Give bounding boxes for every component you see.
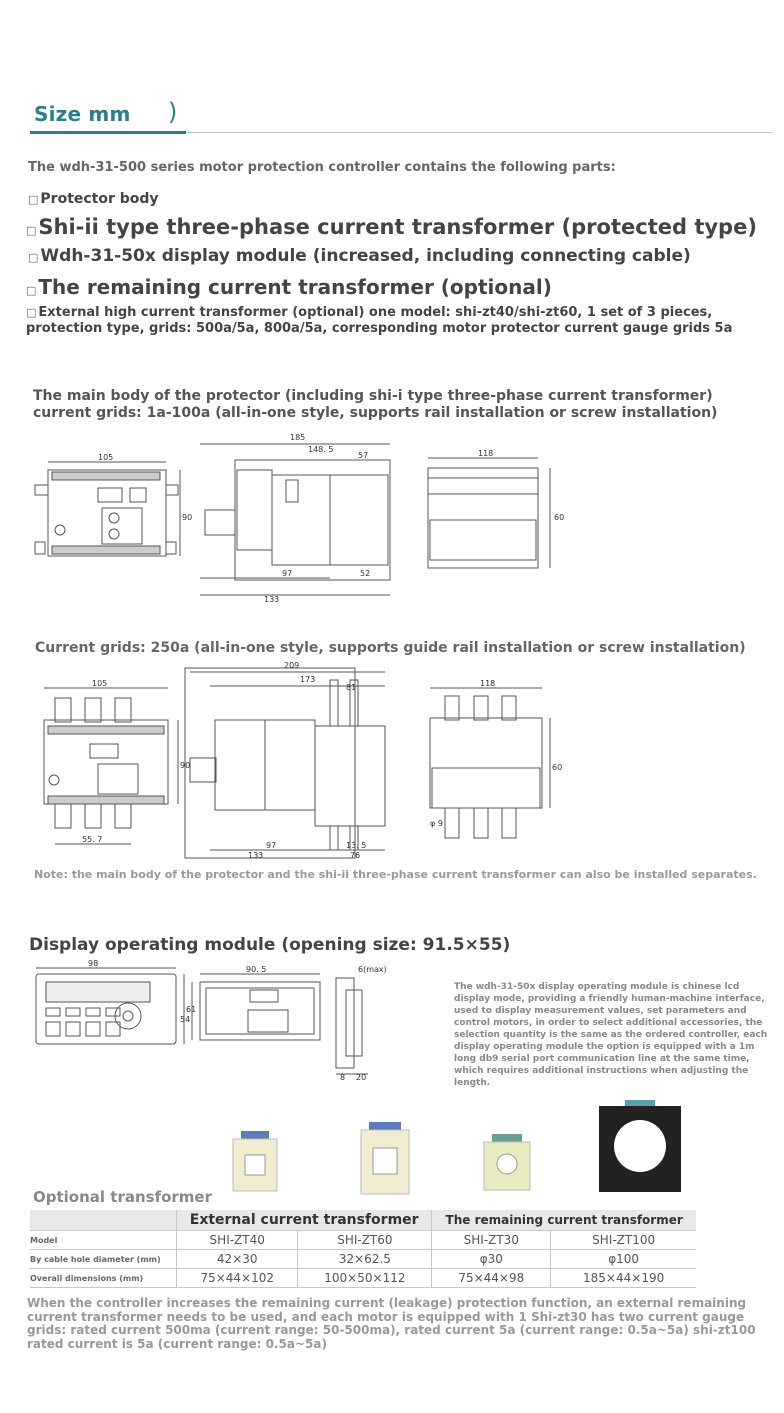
part-item-2	[26, 215, 757, 239]
dim-label: 133	[248, 851, 264, 860]
part-item-5	[26, 305, 760, 337]
section1-title-line1: The main body of the protector (including shi-i type three-phase current transformer)	[33, 388, 713, 404]
table-cell: φ100	[551, 1250, 696, 1269]
checkbox-icon: □	[26, 306, 37, 319]
table-cell: SHI-ZT30	[432, 1231, 551, 1250]
title-divider-accent	[30, 131, 186, 134]
dim-label: 55. 7	[82, 835, 103, 844]
row-label: Overall dimensions (mm)	[30, 1269, 177, 1288]
intro-text: The wdh-31-500 series motor protection controller contains the following parts:	[28, 160, 616, 175]
dim-label: 98	[88, 960, 99, 968]
diagram-protector-body	[30, 430, 590, 610]
display-module-title: Display operating module (opening size: 91.5×55)	[29, 935, 511, 955]
transformer-zt100-image	[595, 1100, 685, 1195]
top-view-outline	[428, 468, 538, 568]
table-header-remaining: The remaining current transformer	[432, 1210, 696, 1231]
dim-label: 60	[552, 763, 563, 772]
transformer-zt60-image	[355, 1118, 415, 1198]
section1-title	[33, 388, 717, 422]
dim-label: 6(max)	[358, 965, 387, 974]
dim-label: 173	[300, 675, 316, 684]
optional-transformer-title: Optional transformer	[33, 1188, 212, 1206]
diagram-250a	[30, 660, 590, 860]
dim-label: 90	[182, 513, 193, 522]
display-module-description: The wdh-31-50x display operating module is chinese lcd display mode, providing a friendly human-machine interface, used to display measurement values, set parameters and control motors, in order to select additional accessories, the selection quantity is the same as the ordered controller, each display operating module the option is equipped with a 1m long db9 serial port communication line at the same time, which requires additional instructions when adjusting the length.	[454, 982, 768, 1088]
dim-label: 118	[480, 679, 496, 688]
dim-label: 90	[180, 761, 191, 770]
table-cell: φ30	[432, 1250, 551, 1269]
table-cell: 100×50×112	[298, 1269, 432, 1288]
display-side-outline	[336, 978, 354, 1068]
diagram-display-module	[28, 960, 428, 1085]
dim-label: 60	[554, 513, 565, 522]
table-header-external: External current transformer	[177, 1210, 432, 1231]
transformer-zt30-image	[480, 1130, 535, 1195]
table-cell: 32×62.5	[298, 1250, 432, 1269]
dim-label: 148. 5	[308, 445, 334, 454]
dim-label: 105	[92, 679, 108, 688]
dim-label: 185	[290, 433, 306, 442]
table-row	[30, 1250, 696, 1269]
checkbox-icon: □	[28, 251, 39, 264]
part-label: Protector body	[40, 191, 159, 207]
dim-label: 61	[186, 1005, 197, 1014]
footer-note: When the controller increases the remaining current (leakage) protection function, an external remaining current transformer needs to be used, and each motor is equipped with 1 Shi-zt30 has two current gauge grids: rated current 500ma (current range: 50-500ma), rated current 5a (current range: 0.5a~5a) shi-zt100 rated current is 5a (current range: 0.5a~5a)	[27, 1296, 756, 1351]
dim-label: 81	[346, 683, 357, 692]
title-paren: )	[168, 98, 178, 126]
transformer-zt40-image	[225, 1125, 285, 1195]
part-item-4	[26, 275, 552, 299]
dim-label: 209	[284, 661, 300, 670]
dim-label: 20	[356, 1073, 367, 1082]
table-cell: 75×44×102	[177, 1269, 298, 1288]
dim-label: 52	[360, 569, 371, 578]
table-row	[30, 1269, 696, 1288]
dim-label: 105	[98, 453, 114, 462]
dim-label: φ 9	[430, 819, 443, 828]
checkbox-icon: □	[26, 224, 37, 237]
dim-label: 133	[264, 595, 280, 604]
dim-label: 97	[282, 569, 293, 578]
front-view-outline	[48, 470, 166, 556]
dim-label: 57	[358, 451, 369, 460]
dim-label: 90. 5	[246, 965, 267, 974]
section2-title: Current grids: 250a (all-in-one style, supports guide rail installation or screw installation)	[35, 640, 746, 656]
table-cell: 75×44×98	[432, 1269, 551, 1288]
section-title-size: Size mm	[34, 102, 131, 126]
dim-label: 8	[340, 1073, 346, 1082]
row-label: By cable hole diameter (mm)	[30, 1250, 177, 1269]
table-header-blank	[30, 1210, 177, 1231]
table-cell: 42×30	[177, 1250, 298, 1269]
part-item-3	[28, 246, 691, 266]
dim-label: 118	[478, 449, 494, 458]
part-label: Wdh-31-50x display module (increased, including connecting cable)	[40, 246, 691, 266]
section1-title-line2: current grids: 1a-100a (all-in-one style, supports rail installation or screw installation)	[33, 405, 718, 421]
table-header-row	[30, 1210, 696, 1231]
table-cell: 185×44×190	[551, 1269, 696, 1288]
table-cell: SHI-ZT60	[298, 1231, 432, 1250]
side-view-outline	[235, 460, 390, 580]
dim-label: 76	[350, 851, 361, 860]
table-cell: SHI-ZT100	[551, 1231, 696, 1250]
part-label: External high current transformer (optional) one model: shi-zt40/shi-zt60, 1 set of 3 pieces, protection type, grids: 500a/5a, 800a/5a, corresponding motor protector current gauge grids 5a	[26, 305, 733, 336]
part-item-1	[28, 191, 159, 207]
dim-label: 54	[180, 1015, 191, 1024]
dim-label: 13. 5	[346, 841, 367, 850]
table-cell: SHI-ZT40	[177, 1231, 298, 1250]
top-view-outline	[430, 718, 542, 808]
row-label: Model	[30, 1231, 177, 1250]
part-label: The remaining current transformer (optional)	[38, 275, 552, 299]
dim-label: 97	[266, 841, 277, 850]
part-label: Shi-ii type three-phase current transformer (protected type)	[38, 215, 757, 239]
display-back-outline	[200, 982, 320, 1040]
checkbox-icon: □	[26, 284, 37, 297]
checkbox-icon: □	[28, 193, 39, 206]
installation-note: Note: the main body of the protector and the shi-ii three-phase current transformer can also be installed separates.	[34, 868, 757, 881]
table-row	[30, 1231, 696, 1250]
transformer-spec-table	[30, 1210, 696, 1288]
